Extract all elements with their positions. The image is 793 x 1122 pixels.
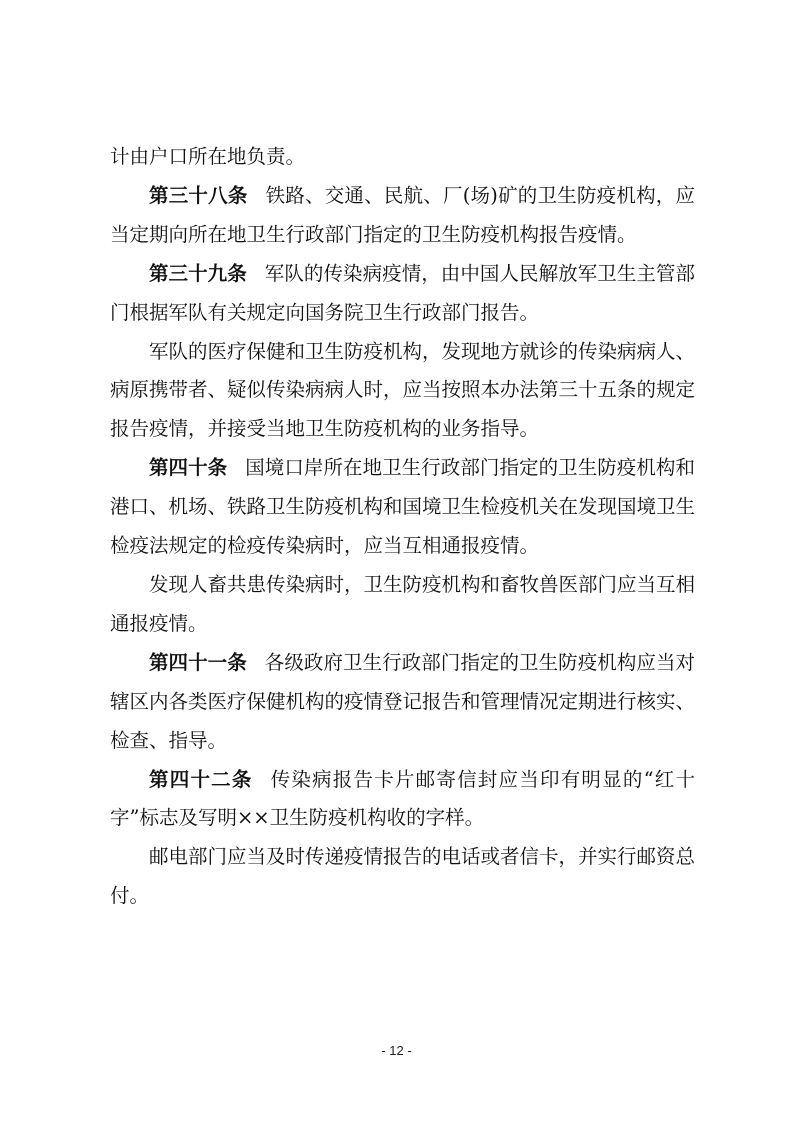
paragraph-text: 邮电部门应当及时传递疫情报告的电话或者信卡，并实行邮资总付。 bbox=[110, 845, 696, 908]
page-number: - 12 - bbox=[381, 1043, 412, 1058]
paragraph-text: 国境口岸所在地卫生行政部门指定的卫生防疫机构和港口、机场、铁路卫生防疫机构和国境卫生检疫机关在发现国境卫生检疫法规定的检疫传染病时，应当互相通报疫情。 bbox=[110, 456, 696, 558]
article-paragraph bbox=[110, 761, 695, 839]
paragraph-text: 铁路、交通、民航、厂(场)矿的卫生防疫机构，应当定期向所在地卫生行政部门指定的卫生防疫机构报告疫情。 bbox=[110, 183, 695, 246]
article-number: 第三十九条 bbox=[149, 261, 247, 285]
paragraph bbox=[110, 138, 695, 177]
article-number: 第四十二条 bbox=[149, 767, 253, 791]
article-number: 第四十条 bbox=[149, 456, 228, 480]
article-paragraph bbox=[110, 449, 695, 566]
article-number: 第三十八条 bbox=[149, 183, 248, 207]
paragraph-text: 军队的医疗保健和卫生防疫机构，发现地方就诊的传染病病人、病原携带者、疑似传染病病人时，应当按照本办法第三十五条的规定报告疫情，并接受当地卫生防疫机构的业务指导。 bbox=[110, 339, 696, 441]
paragraph bbox=[110, 566, 695, 644]
paragraph bbox=[110, 838, 695, 916]
paragraph-text: 传染病报告卡片邮寄信封应当印有明显的“红十字”标志及写明××卫生防疫机构收的字样。 bbox=[110, 767, 695, 830]
article-paragraph bbox=[110, 177, 695, 255]
paragraph-text: 军队的传染病疫情，由中国人民解放军卫生主管部门根据军队有关规定向国务院卫生行政部门报告。 bbox=[110, 261, 695, 324]
article-number: 第四十一条 bbox=[149, 650, 247, 674]
paragraph-text: 计由户口所在地负责。 bbox=[110, 145, 306, 168]
paragraph-text: 各级政府卫生行政部门指定的卫生防疫机构应当对辖区内各类医疗保健机构的疫情登记报告和管理情况定期进行核实、检查、指导。 bbox=[110, 650, 696, 752]
paragraph bbox=[110, 333, 695, 450]
paragraph-text: 发现人畜共患传染病时，卫生防疫机构和畜牧兽医部门应当互相通报疫情。 bbox=[110, 572, 696, 635]
article-paragraph bbox=[110, 644, 695, 761]
document-body bbox=[110, 138, 695, 916]
article-paragraph bbox=[110, 255, 695, 333]
